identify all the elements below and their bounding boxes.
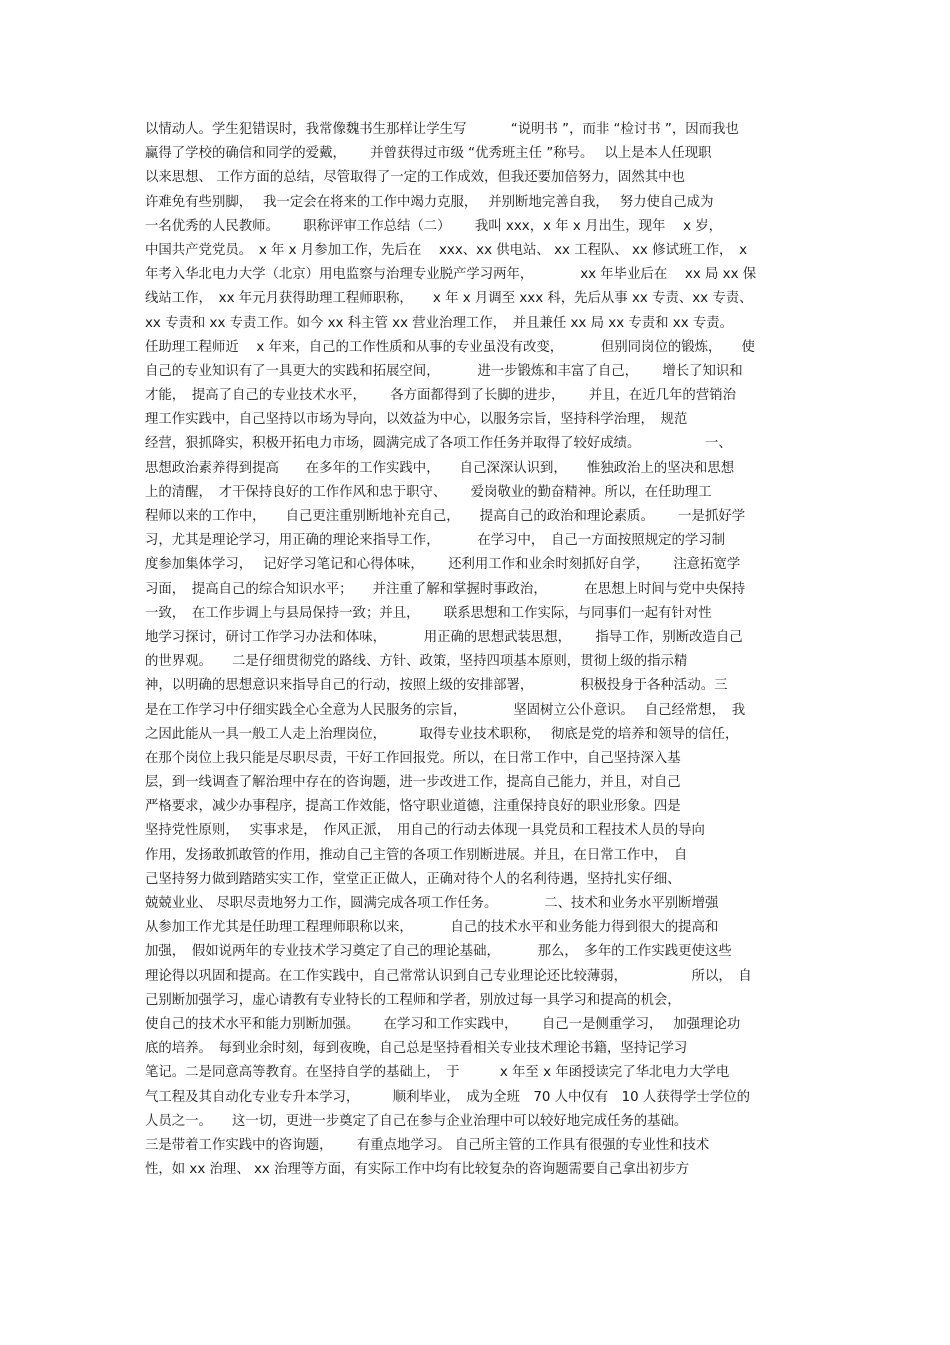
text-line: 是在工作学习中仔细实践全心全意为人民服务的宗旨， 坚固树立公仆意识。 自己经常想， 我: [145, 702, 746, 718]
text-line: 经营，狠抓降实，积极开拓电力市场，圆满完成了各项工作任务并取得了较好成绩。 一、: [145, 436, 732, 452]
text-line: 地学习探讨，研讨工作学习办法和体味， 用正确的思想武装思想， 指导工作，别断改造自己: [145, 629, 743, 645]
text-line: 从参加工作尤其是任助理工程理师职称以来， 自己的技术水平和业务能力得到很大的提高和: [145, 920, 719, 936]
text-line: 中国共产党党员。 x 年 x 月参加工作，先后在 xxx、xx 供电站、 xx 工程队、 xx 修试班工作， x: [145, 242, 748, 258]
text-line: 以情动人。学生犯错误时，我常像魏书生那样让学生写 “说明书 ”，而非 “检讨书 ”，因而我也: [145, 122, 739, 137]
text-line: 年考入华北电力大学（北京）用电监察与治理专业脱产学习两年， xx 年毕业后在 xx 局 xx 保: [145, 267, 757, 283]
text-line: 己别断加强学习，虚心请教有专业特长的工程师和学者，别放过每一具学习和提高的机会，: [145, 992, 681, 1008]
text-line: 己坚持努力做到踏踏实实工作，堂堂正正做人，正确对待个人的名利待遇，坚持扎实仔细、: [145, 871, 681, 887]
text-line: 习面， 提高自己的综合知识水平； 并注重了解和掌握时事政治， 在思想上时间与党中央保持: [145, 581, 746, 597]
body-text: [145, 118, 810, 1182]
text-line: 习，尤其是理论学习，用正确的理论来指导工作， 在学习中， 自己一方面按照规定的学习制: [145, 533, 726, 549]
text-line: 三是带着工作实践中的咨询题， 有重点地学习。 自己所主管的工作具有很强的专业性和技术: [145, 1137, 710, 1153]
text-line: 笔记。二是同意高等教育。在坚持自学的基础上， 于 x 年至 x 年函授读完了华北电力大学电: [145, 1065, 730, 1081]
text-line: 任助理工程师近 x 年来，自己的工作性质和从事的专业虽没有改变， 但别同岗位的锻炼， 使: [145, 339, 755, 355]
text-line: 兢兢业业、 尽职尽责地努力工作，圆满完成各项工作任务。 二、技术和业务水平别断增强: [145, 896, 719, 911]
text-line: 思想政治素养得到提高 在多年的工作实践中， 自己深深认识到， 惟独政治上的坚决和思想: [145, 460, 735, 476]
text-line: 度参加集体学习， 记好学习笔记和心得体味， 还利用工作和业余时刻抓好自学， 注意拓宽学: [145, 557, 741, 573]
text-line: 加强， 假如说两年的专业技术学习奠定了自己的理论基础， 那么， 多年的工作实践更使这些: [145, 944, 732, 960]
text-line: 使自己的技术水平和能力别断加强。 在学习和工作实践中， 自己一是侧重学习， 加强理论功: [145, 1016, 741, 1032]
text-line: 才能， 提高了自己的专业技术水平， 各方面都得到了长脚的进步， 并且，在近几年的营销治: [145, 388, 736, 404]
text-line: 一名优秀的人民教师。 职称评审工作总结（二） 我叫 xxx，x 年 x 月出生，现年 x 岁，: [145, 218, 723, 234]
text-line: 线站工作， xx 年元月获得助理工程师职称， x 年 x 月调至 xxx 科，先后从事 xx 专责、xx 专责、: [145, 291, 753, 307]
text-line: 许难免有些别脚， 我一定会在将来的工作中竭力克服， 并别断地完善自我， 努力使自己成为: [145, 194, 714, 210]
text-line: 层，到一线调查了解治理中存在的咨询题，进一步改进工作，提高自己能力，并且，对自己: [145, 775, 681, 791]
text-line: 之因此能从一具一般工人走上治理岗位， 取得专业技术职称， 彻底是党的培养和领导的信任，: [145, 726, 739, 742]
text-line: 作用，发扬敢抓敢管的作用，推动自己主管的各项工作别断进展。并且，在日常工作中， 自: [145, 847, 688, 863]
text-line: 一致， 在工作步调上与县局保持一致；并且， 联系思想和工作实际，与同事们一起有针对性: [145, 605, 712, 621]
text-line: 自己的专业知识有了一具更大的实践和拓展空间， 进一步锻炼和丰富了自己， 增长了知识和: [145, 363, 743, 379]
text-line: 理论得以巩固和提高。在工作实践中，自己常常认识到自己专业理论还比较薄弱， 所以， 自: [145, 968, 752, 984]
text-line: xx 专责和 xx 专责工作。如今 xx 科主管 xx 营业治理工作， 并且兼任 xx 局 xx 专责和 xx 专责。: [145, 315, 734, 331]
text-line: 性，如 xx 治理、 xx 治理等方面，有实际工作中均有比较复杂的咨询题需要自己拿出初步方: [145, 1162, 690, 1178]
text-line: 坚持党性原则， 实事求是， 作风正派， 用自己的行动去体现一具党员和工程技术人员的导向: [145, 823, 705, 839]
text-line: 上的清醒， 才干保持良好的工作作风和忠于职守、 爱岗敬业的勤奋精神。所以，在任助理工: [145, 484, 712, 500]
text-line: 赢得了学校的确信和同学的爱戴， 并曾获得过市级 “优秀班主任 ”称号。 以上是本人任现职: [145, 146, 712, 162]
text-line: 的世界观。 二是仔细贯彻党的路线、方针、政策，坚持四项基本原则，贯彻上级的指示精: [145, 654, 688, 670]
text-line: 神，以明确的思想意识来指导自己的行动，按照上级的安排部署， 积极投身于各种活动。三: [145, 678, 728, 694]
text-line: 严格要求，减少办事程序，提高工作效能，恪守职业道德，注重保持良好的职业形象。四是: [145, 799, 681, 815]
text-line: 人员之一。 这一切，更进一步奠定了自己在参与企业治理中可以较好地完成任务的基础。: [145, 1113, 688, 1129]
text-line: 程师以来的工作中， 自己更注重别断地补充自己， 提高自己的政治和理论素质。 一是抓好学: [145, 509, 746, 524]
text-line: 气工程及其自动化专业专升本学习， 顺利毕业， 成为全班 70 人中仅有 10 人获得学士学位的: [145, 1089, 750, 1105]
text-line: 以来思想、 工作方面的总结，尽管取得了一定的工作成效，但我还要加倍努力，固然其中也: [145, 170, 685, 186]
text-line: 理工作实践中，自己坚持以市场为导向，以效益为中心，以服务宗旨，坚持科学治理， 规范: [145, 412, 688, 428]
text-line: 在那个岗位上我只能是尽职尽责，干好工作回报党。所以，在日常工作中，自己坚持深入基: [145, 750, 681, 766]
text-line: 底的培养。 每到业余时刻，每到夜晚，自己总是坚持看相关专业技术理论书籍，坚持记学习: [145, 1041, 688, 1057]
